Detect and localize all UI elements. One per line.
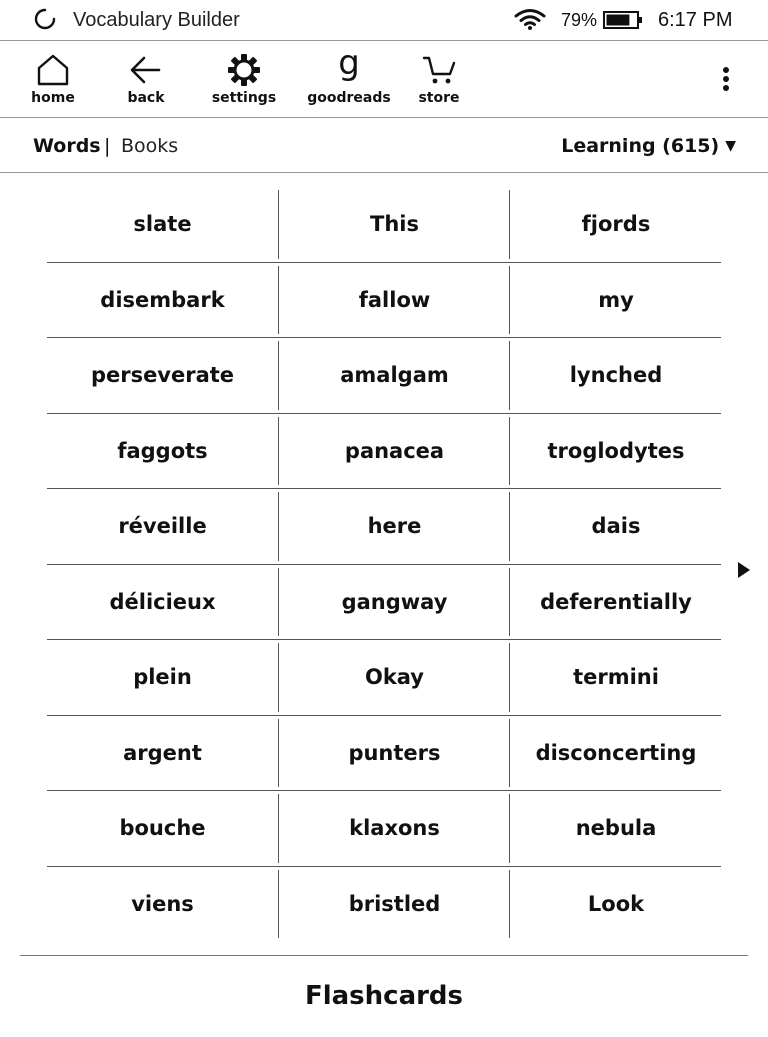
word-row: [47, 790, 721, 866]
word-item[interactable]: termini: [509, 643, 722, 712]
word-item[interactable]: Look: [509, 870, 722, 939]
word-item[interactable]: deferentially: [509, 568, 722, 637]
word-item[interactable]: plein: [133, 665, 192, 690]
word-item[interactable]: This: [278, 190, 510, 259]
clock: 6:17 PM: [658, 9, 733, 31]
word-item[interactable]: disembark: [100, 287, 225, 312]
word-item[interactable]: troglodytes: [509, 417, 722, 486]
home-button[interactable]: [11, 41, 95, 117]
word-row: [47, 187, 721, 262]
loading-spinner-icon: [34, 8, 56, 30]
settings-button[interactable]: [202, 41, 286, 117]
toolbar: [0, 41, 768, 118]
word-item[interactable]: here: [278, 492, 510, 561]
store-label: store: [418, 90, 460, 106]
back-label: back: [127, 90, 165, 106]
word-item[interactable]: délicieux: [109, 589, 216, 614]
tab-books[interactable]: Books: [121, 135, 179, 157]
word-item[interactable]: slate: [133, 212, 192, 237]
word-item[interactable]: faggots: [117, 438, 208, 463]
word-row: [47, 413, 721, 489]
word-item[interactable]: fallow: [278, 266, 510, 335]
word-item[interactable]: gangway: [278, 568, 510, 637]
battery-percent: 79%: [561, 10, 598, 30]
goodreads-label: goodreads: [307, 90, 391, 106]
word-item[interactable]: amalgam: [278, 341, 510, 410]
word-item[interactable]: viens: [131, 891, 194, 916]
word-item[interactable]: bouche: [119, 816, 206, 841]
settings-label: settings: [211, 90, 277, 106]
word-item[interactable]: réveille: [118, 514, 207, 539]
word-item[interactable]: argent: [123, 740, 202, 765]
word-item[interactable]: klaxons: [278, 794, 510, 863]
word-row: [47, 639, 721, 715]
word-item[interactable]: bristled: [278, 870, 510, 939]
home-label: home: [31, 90, 75, 106]
next-page-arrow-icon[interactable]: [736, 560, 752, 580]
filter-dropdown[interactable]: [561, 134, 736, 158]
tab-separator: |: [104, 135, 111, 157]
menu-dot: [723, 85, 729, 91]
divider: [20, 955, 748, 956]
word-item[interactable]: nebula: [509, 794, 722, 863]
word-row: [47, 262, 721, 338]
word-item[interactable]: perseverate: [90, 363, 235, 388]
word-item[interactable]: lynched: [509, 341, 722, 410]
home-icon: [36, 53, 70, 87]
word-row: [47, 488, 721, 564]
goodreads-button[interactable]: [307, 41, 391, 117]
gear-icon: [227, 53, 261, 87]
more-vertical-icon[interactable]: [710, 55, 742, 103]
filter-label: Learning (615): [561, 135, 720, 157]
app-title: Vocabulary Builder: [73, 9, 240, 31]
word-item[interactable]: dais: [509, 492, 722, 561]
status-bar: [0, 0, 768, 41]
word-row: [47, 715, 721, 791]
word-item[interactable]: Okay: [278, 643, 510, 712]
goodreads-icon: g: [338, 43, 360, 83]
word-item[interactable]: panacea: [278, 417, 510, 486]
chevron-down-icon: ▼: [725, 138, 736, 154]
tab-words[interactable]: Words: [33, 135, 101, 157]
menu-dot: [723, 67, 729, 73]
wifi-icon: [514, 8, 546, 30]
store-button[interactable]: [397, 41, 481, 117]
back-button[interactable]: [104, 41, 188, 117]
word-item[interactable]: punters: [278, 719, 510, 788]
back-arrow-icon: [129, 53, 163, 87]
battery-icon: [603, 9, 643, 31]
word-row: [47, 564, 721, 640]
word-item[interactable]: my: [509, 266, 722, 335]
word-row: [47, 866, 721, 942]
flashcards-button[interactable]: Flashcards: [304, 981, 464, 1011]
view-switcher: [0, 118, 768, 173]
menu-dot: [723, 76, 729, 82]
word-grid: [47, 187, 721, 941]
word-row: [47, 337, 721, 413]
word-item[interactable]: fjords: [509, 190, 722, 259]
word-item[interactable]: disconcerting: [509, 719, 722, 788]
cart-icon: [422, 53, 456, 87]
